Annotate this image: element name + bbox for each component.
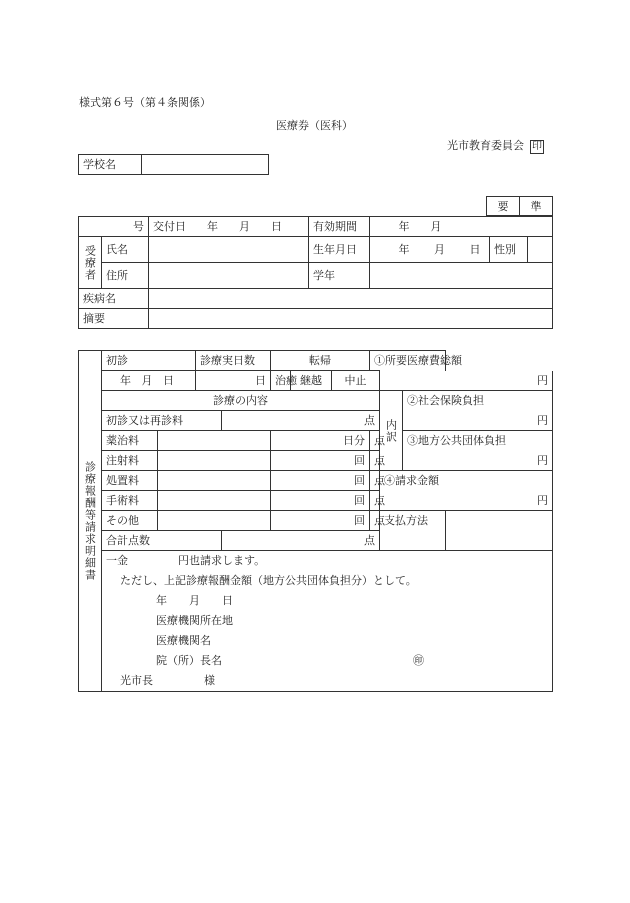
valid-period-label: 有効期間 bbox=[309, 217, 370, 237]
item-label-5: その他 bbox=[102, 511, 158, 531]
institution-label: 医療機関名 bbox=[156, 634, 211, 647]
issuer bbox=[447, 139, 544, 154]
breakdown-label: 内訳 bbox=[380, 391, 403, 471]
item-field-4[interactable] bbox=[158, 491, 271, 511]
notes-label: 摘要 bbox=[79, 309, 149, 329]
birth-field[interactable]: 年 月 日 bbox=[370, 237, 490, 263]
school-label: 学校名 bbox=[79, 155, 142, 175]
total-medical-yen[interactable]: 円 bbox=[380, 371, 553, 391]
item-label-0: 初診又は再診料 bbox=[102, 411, 222, 431]
item-field-5[interactable] bbox=[158, 511, 271, 531]
item-label-4: 手術料 bbox=[102, 491, 158, 511]
days-label: 診療実日数 bbox=[196, 351, 271, 371]
days-field[interactable]: 日 bbox=[196, 371, 271, 391]
claim-block bbox=[102, 551, 553, 692]
issue-date[interactable]: 交付日 年 月 日 bbox=[149, 217, 309, 237]
item-points-1[interactable]: 点 bbox=[370, 431, 380, 451]
director-seal: ㊞ bbox=[413, 654, 424, 667]
stamp-b: 準 bbox=[520, 197, 553, 216]
outcome-continued[interactable]: 継越 bbox=[291, 371, 332, 391]
item-qty-1[interactable]: 日分 bbox=[271, 431, 370, 451]
local-yen[interactable]: 円 bbox=[403, 451, 553, 471]
item-qty-2[interactable]: 回 bbox=[271, 451, 370, 471]
item-points-4[interactable]: 点 bbox=[370, 491, 380, 511]
mayor-label: 光市長 bbox=[120, 674, 153, 687]
item-points-6[interactable]: 点 bbox=[222, 531, 380, 551]
form-number: 様式第６号（第４条関係） bbox=[79, 96, 211, 109]
amount-prefix: 一金 bbox=[106, 554, 128, 567]
outcome-stopped[interactable]: 中止 bbox=[332, 371, 380, 391]
item-label-2: 注射料 bbox=[102, 451, 158, 471]
first-visit-date[interactable]: 年 月 日 bbox=[102, 371, 196, 391]
recipient-table bbox=[78, 216, 553, 329]
address-field[interactable] bbox=[149, 263, 309, 289]
sex-field[interactable] bbox=[528, 237, 553, 263]
sex-label: 性別 bbox=[490, 237, 528, 263]
category-stamps bbox=[486, 196, 553, 216]
total-medical-label: ①所要医療費総額 bbox=[370, 351, 446, 371]
name-field[interactable] bbox=[149, 237, 309, 263]
statement-side-label: 診療報酬等請求明細書 bbox=[79, 351, 102, 692]
location-label: 医療機関所在地 bbox=[156, 614, 233, 627]
recipient-group-label: 受療者 bbox=[79, 237, 102, 289]
first-visit-label: 初診 bbox=[102, 351, 196, 371]
school-table bbox=[78, 154, 269, 175]
content-header: 診療の内容 bbox=[102, 391, 380, 411]
payment-label: 支払方法 bbox=[380, 511, 446, 551]
grade-label: 学年 bbox=[309, 263, 370, 289]
item-label-3: 処置料 bbox=[102, 471, 158, 491]
claim-date[interactable]: 年 月 日 bbox=[156, 594, 233, 607]
seal-mark: 印 bbox=[532, 141, 542, 152]
item-field-2[interactable] bbox=[158, 451, 271, 471]
item-label-6: 合計点数 bbox=[102, 531, 222, 551]
claim-reason: ただし、上記診療報酬金額（地方公共団体負担分）として。 bbox=[120, 574, 417, 587]
social-label: ②社会保険負担 bbox=[403, 391, 553, 411]
director-label: 院（所）長名 bbox=[156, 654, 222, 667]
local-label: ③地方公共団体負担 bbox=[403, 431, 553, 451]
item-points-3[interactable]: 点 bbox=[370, 471, 380, 491]
valid-period[interactable]: 年 月 bbox=[370, 217, 553, 237]
item-qty-4[interactable]: 回 bbox=[271, 491, 370, 511]
disease-field[interactable] bbox=[149, 289, 553, 309]
number-label: 号 bbox=[79, 217, 149, 237]
stamp-a: 要 bbox=[487, 197, 520, 216]
item-field-1[interactable] bbox=[158, 431, 271, 451]
item-qty-3[interactable]: 回 bbox=[271, 471, 370, 491]
disease-label: 疾病名 bbox=[79, 289, 149, 309]
document-title: 医療券（医科） bbox=[276, 119, 353, 132]
address-label: 住所 bbox=[102, 263, 149, 289]
grade-field[interactable] bbox=[370, 263, 553, 289]
item-points-5[interactable]: 点 bbox=[370, 511, 380, 531]
payment-field[interactable] bbox=[446, 511, 553, 551]
item-field-3[interactable] bbox=[158, 471, 271, 491]
social-yen[interactable]: 円 bbox=[403, 411, 553, 431]
birth-label: 生年月日 bbox=[309, 237, 370, 263]
notes-field[interactable] bbox=[149, 309, 553, 329]
claim-label: ④請求金額 bbox=[380, 471, 553, 491]
item-label-1: 薬治料 bbox=[102, 431, 158, 451]
outcome-cured[interactable]: 治癒 bbox=[271, 371, 291, 391]
item-qty-5[interactable]: 回 bbox=[271, 511, 370, 531]
claim-yen[interactable]: 円 bbox=[380, 491, 553, 511]
amount-suffix: 円也請求します。 bbox=[178, 554, 266, 567]
statement-table bbox=[78, 350, 553, 692]
issuer-name: 光市教育委員会 bbox=[447, 139, 524, 152]
item-points-0[interactable]: 点 bbox=[222, 411, 380, 431]
name-label: 氏名 bbox=[102, 237, 149, 263]
outcome-label: 転帰 bbox=[271, 351, 370, 371]
item-points-2[interactable]: 点 bbox=[370, 451, 380, 471]
school-field[interactable] bbox=[142, 155, 269, 175]
mayor-honorific: 様 bbox=[204, 674, 215, 687]
